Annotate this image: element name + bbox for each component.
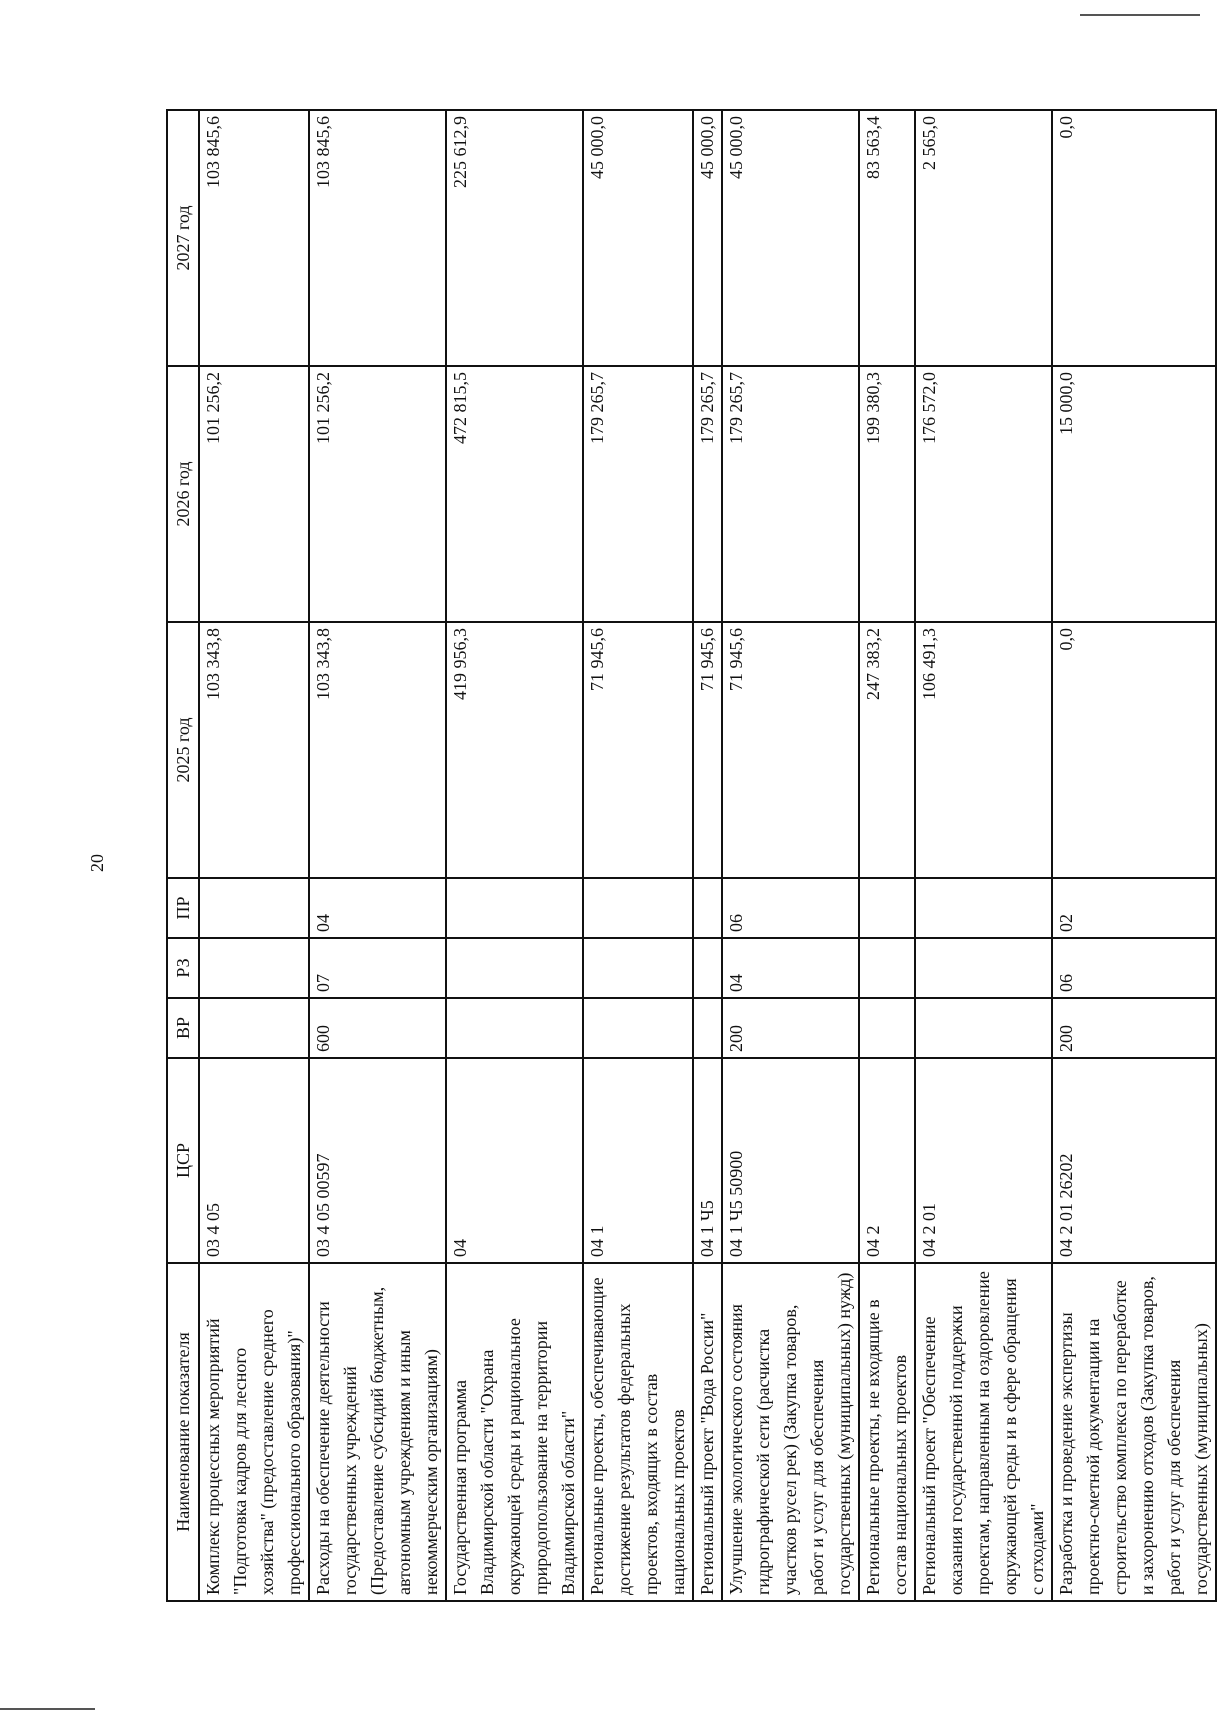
cell-2025: 71 945,6 [693,622,722,878]
cell-csr: 03 4 05 [199,1058,309,1263]
cell-rz [693,938,722,998]
cell-2027: 45 000,0 [722,110,859,366]
cell-vr [199,998,309,1058]
cell-2025: 247 383,2 [859,622,915,878]
cell-2025: 106 491,3 [915,622,1052,878]
table-row [583,110,693,1601]
cell-pr [859,878,915,938]
table-row [693,110,722,1601]
cell-rz [199,938,309,998]
cell-2026: 15 000,0 [1052,366,1216,622]
cell-vr [859,998,915,1058]
cell-2025: 0,0 [1052,622,1216,878]
cell-vr: 200 [722,998,859,1058]
cell-rz: 07 [309,938,446,998]
cell-rz [859,938,915,998]
table-row [199,110,309,1601]
budget-table [166,109,1217,1602]
table-row [722,110,859,1601]
cell-2026: 101 256,2 [309,366,446,622]
table-row [309,110,446,1601]
cell-name: Государственная программа Владимирской области "Охрана окружающей среды и рациональное природопользование на территории Владимирской области" [446,1263,583,1601]
cell-csr: 03 4 05 00597 [309,1058,446,1263]
cell-pr [583,878,693,938]
cell-2027: 83 563,4 [859,110,915,366]
cell-2026: 101 256,2 [199,366,309,622]
cell-pr [199,878,309,938]
table-row [446,110,583,1601]
cell-2025: 419 956,3 [446,622,583,878]
cell-2026: 472 815,5 [446,366,583,622]
header-vr: ВР [167,998,199,1058]
cell-vr [583,998,693,1058]
cell-csr: 04 1 Ч5 50900 [722,1058,859,1263]
cell-vr [915,998,1052,1058]
cell-2027: 225 612,9 [446,110,583,366]
cell-rz [915,938,1052,998]
cell-2027: 45 000,0 [693,110,722,366]
cell-2027: 103 845,6 [309,110,446,366]
table-row [1052,110,1216,1601]
scan-edge-line [1080,14,1200,16]
header-year-2027: 2027 год [167,110,199,366]
cell-2026: 199 380,3 [859,366,915,622]
cell-name: Комплекс процессных мероприятий "Подготовка кадров для лесного хозяйства" (предоставление среднего профессионального образования)" [199,1263,309,1601]
cell-rz [446,938,583,998]
cell-name: Расходы на обеспечение деятельности государственных учреждений (Предоставление субсидий бюджетным, автономным учреждениям и иным некоммерческим организациям) [309,1263,446,1601]
cell-name: Улучшение экологического состояния гидрографической сети (расчистка участков русел рек) (Закупка товаров, работ и услуг для обеспечения государственных (муниципальных) нужд) [722,1263,859,1601]
cell-csr: 04 1 [583,1058,693,1263]
cell-2026: 176 572,0 [915,366,1052,622]
cell-csr: 04 2 01 [915,1058,1052,1263]
header-name: Наименование показателя [167,1263,199,1601]
header-csr: ЦСР [167,1058,199,1263]
header-rz: РЗ [167,938,199,998]
cell-rz: 06 [1052,938,1216,998]
cell-2027: 2 565,0 [915,110,1052,366]
cell-2025: 71 945,6 [722,622,859,878]
header-pr: ПР [167,878,199,938]
cell-2027: 103 845,6 [199,110,309,366]
scan-edge-line [0,1708,95,1710]
cell-name: Региональные проекты, обеспечивающие достижение результатов федеральных проектов, входящих в состав национальных проектов [583,1263,693,1601]
cell-pr [693,878,722,938]
cell-pr: 02 [1052,878,1216,938]
cell-2025: 71 945,6 [583,622,693,878]
cell-rz [583,938,693,998]
cell-csr: 04 2 [859,1058,915,1263]
cell-csr: 04 2 01 26202 [1052,1058,1216,1263]
cell-2027: 0,0 [1052,110,1216,366]
cell-vr [446,998,583,1058]
cell-2026: 179 265,7 [722,366,859,622]
cell-pr [446,878,583,938]
header-year-2025: 2025 год [167,622,199,878]
cell-2025: 103 343,8 [309,622,446,878]
cell-vr: 200 [1052,998,1216,1058]
header-year-2026: 2026 год [167,366,199,622]
table-row [859,110,915,1601]
cell-2025: 103 343,8 [199,622,309,878]
cell-pr: 04 [309,878,446,938]
cell-2026: 179 265,7 [583,366,693,622]
cell-rz: 04 [722,938,859,998]
cell-pr [915,878,1052,938]
cell-name: Региональный проект "Обеспечение оказания государственной поддержки проектам, направленным на оздоровление окружающей среды и в сфере обращения с отходами" [915,1263,1052,1601]
cell-vr [693,998,722,1058]
cell-2027: 45 000,0 [583,110,693,366]
cell-name: Разработка и проведение экспертизы проектно-сметной документации на строительство комплекса по переработке и захоронению отходов (Закупка товаров, работ и услуг для обеспечения государственных (муниципальных) [1052,1263,1216,1601]
rotated-table-container [166,110,1211,1602]
cell-csr: 04 1 Ч5 [693,1058,722,1263]
page-number: 20 [87,854,107,872]
table-header-row [167,110,199,1601]
cell-pr: 06 [722,878,859,938]
cell-2026: 179 265,7 [693,366,722,622]
table-row [915,110,1052,1601]
cell-vr: 600 [309,998,446,1058]
cell-name: Региональный проект "Вода России" [693,1263,722,1601]
cell-csr: 04 [446,1058,583,1263]
cell-name: Региональные проекты, не входящие в состав национальных проектов [859,1263,915,1601]
